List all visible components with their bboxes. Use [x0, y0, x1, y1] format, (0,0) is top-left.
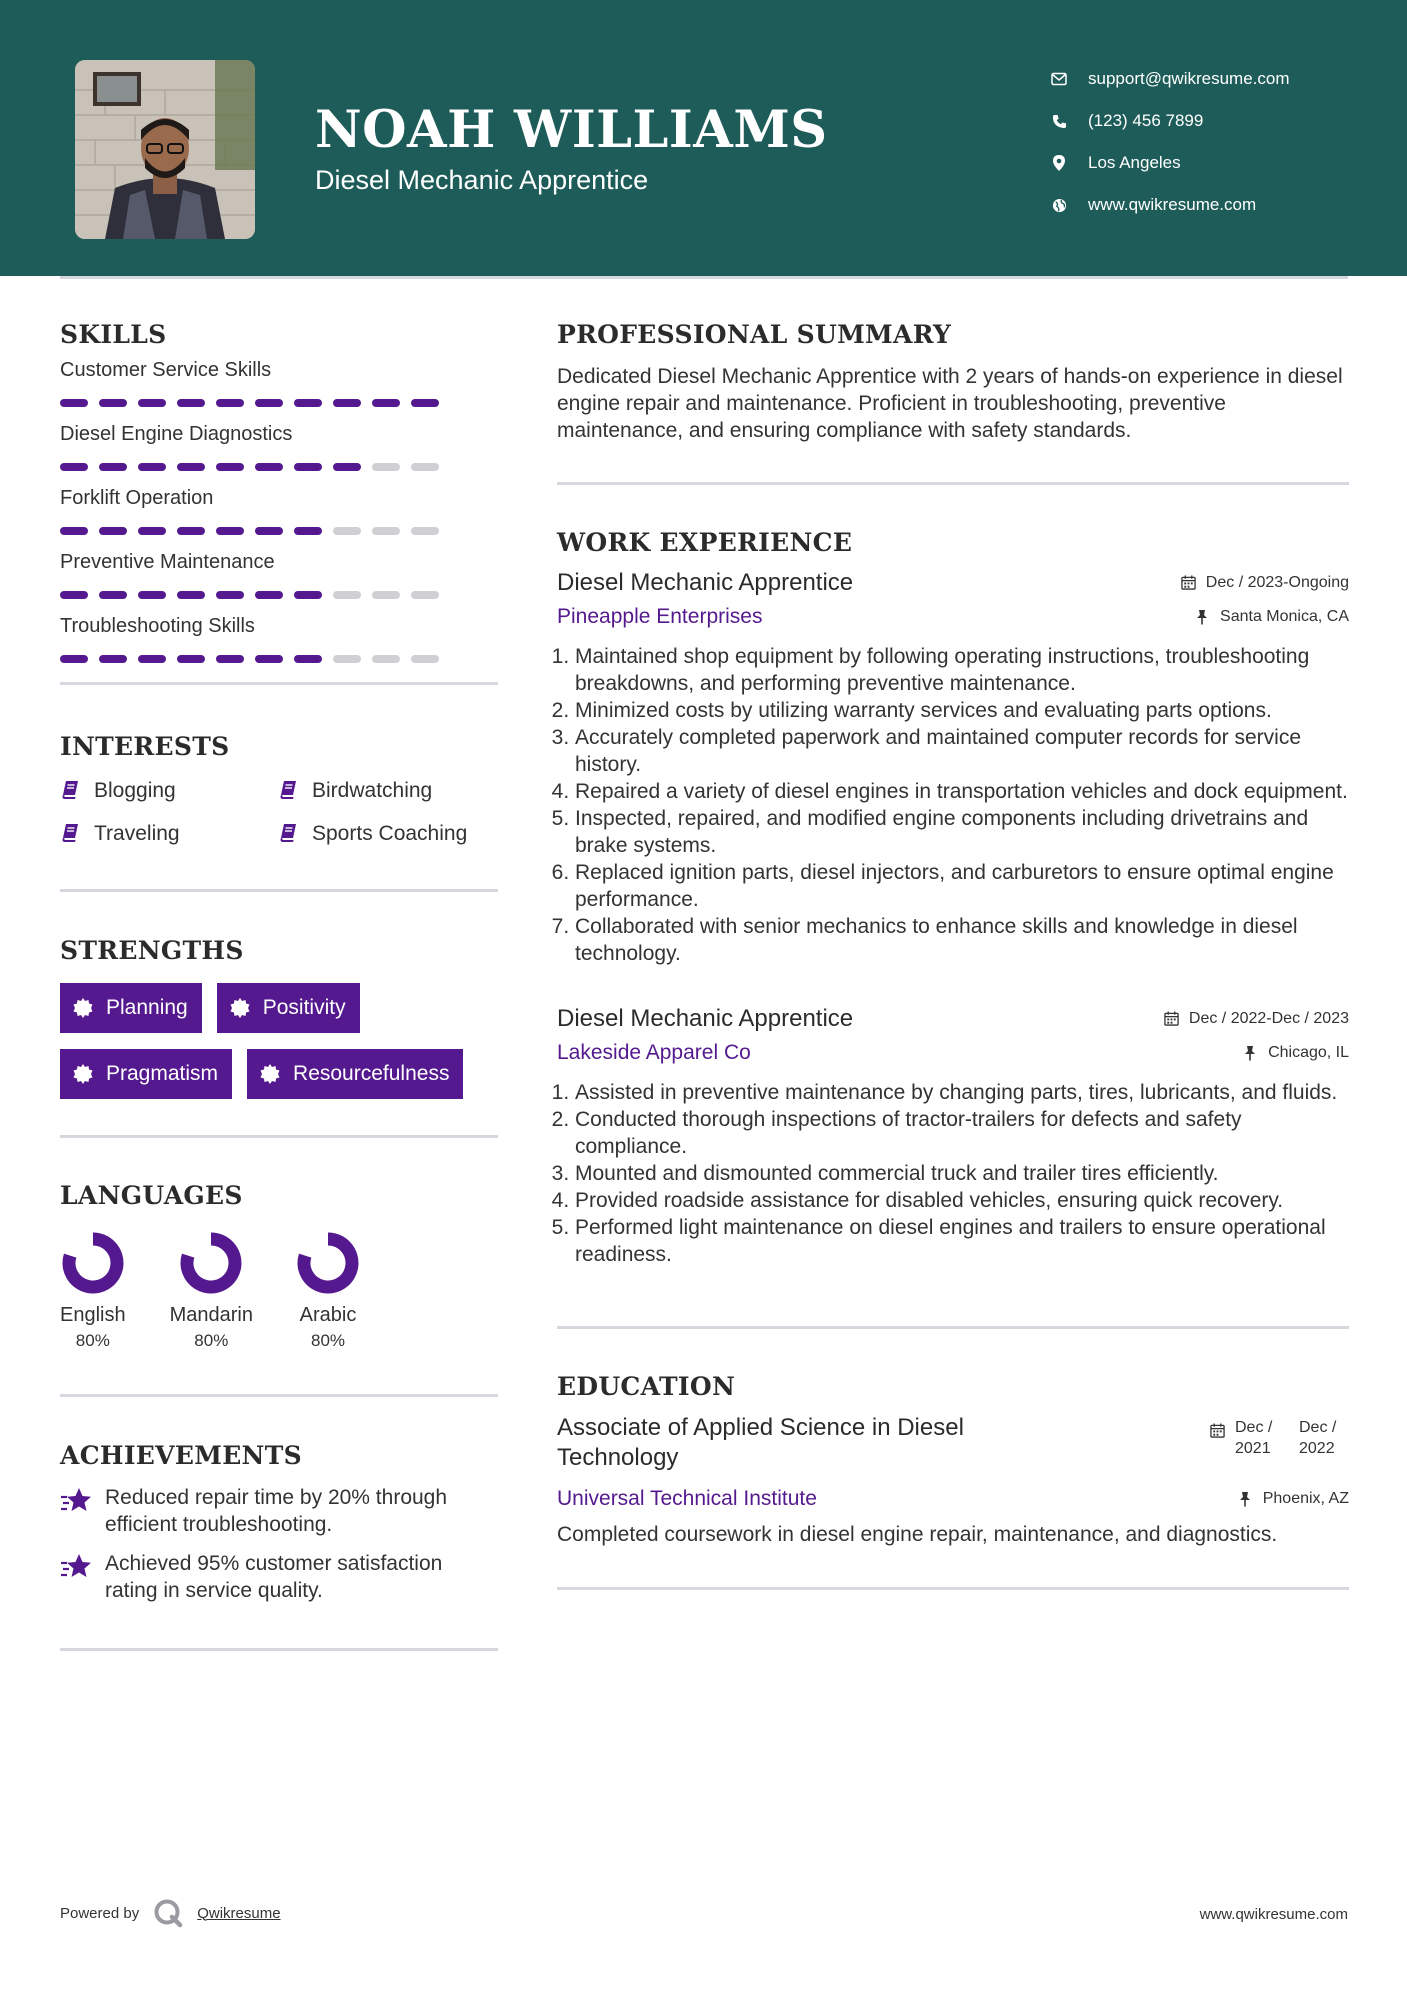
- location-pin-icon: [1050, 154, 1068, 172]
- education-location: [1238, 1490, 1349, 1508]
- skill-item: [60, 359, 498, 407]
- contact-location-text: Los Angeles: [1088, 153, 1181, 172]
- qwikresume-logo-icon: [153, 1898, 183, 1928]
- badge-icon: [259, 1063, 281, 1085]
- achievement-text: Reduced repair time by 20% through efficient troubleshooting.: [105, 1486, 448, 1536]
- rating-dot: [255, 527, 283, 535]
- rating-dot: [60, 399, 88, 407]
- powered-by-text: Powered by: [60, 1904, 140, 1922]
- job-bullet: 2. Conducted thorough inspections of tractor-trailers for defects and safety compliance.: [575, 1106, 1349, 1160]
- language-item: [60, 1232, 126, 1351]
- skill-rating: [60, 591, 498, 599]
- section-divider: [60, 1135, 498, 1138]
- candidate-role: Diesel Mechanic Apprentice: [315, 165, 649, 195]
- interests-list: [60, 779, 498, 846]
- achievements-list: [60, 1484, 498, 1604]
- contact-email[interactable]: [1050, 58, 1290, 100]
- language-item: [170, 1232, 253, 1351]
- rating-dot: [372, 463, 400, 471]
- rating-dot: [177, 655, 205, 663]
- job-entry: [557, 1005, 1349, 1268]
- candidate-name: NOAH WILLIAMS: [315, 100, 828, 160]
- job-bullet: 3. Mounted and dismounted commercial truck and trailer tires efficiently.: [575, 1160, 1349, 1187]
- book-icon: [278, 823, 300, 845]
- left-column: [60, 320, 498, 1651]
- language-item: [297, 1232, 359, 1351]
- rating-dot: [60, 591, 88, 599]
- language-name: Arabic: [299, 1304, 357, 1326]
- experience-section: [557, 528, 1349, 1268]
- achievement-item: [60, 1484, 498, 1538]
- rating-dot: [60, 655, 88, 663]
- right-column: [557, 320, 1349, 1590]
- job-subhead: [557, 1041, 1349, 1065]
- strength-tag: [60, 983, 202, 1033]
- resume-header: [0, 0, 1407, 276]
- skills-list: [60, 359, 498, 663]
- education-description: Completed coursework in diesel engine repair, maintenance, and diagnostics.: [557, 1523, 1278, 1546]
- contact-phone-text: (123) 456 7899: [1088, 111, 1204, 130]
- education-date: [1210, 1417, 1349, 1473]
- rating-dot: [99, 655, 127, 663]
- rating-dot: [372, 527, 400, 535]
- interest-label: Blogging: [94, 779, 176, 802]
- education-head: [557, 1413, 1349, 1473]
- rating-dot: [255, 463, 283, 471]
- rating-dot: [372, 591, 400, 599]
- interest-item: [278, 779, 498, 803]
- education-title: EDUCATION: [557, 1372, 736, 1401]
- job-date-text: Dec / 2022-Dec / 2023: [1188, 1010, 1349, 1027]
- contact-phone[interactable]: [1050, 100, 1290, 142]
- school-name: Universal Technical Institute: [557, 1487, 817, 1510]
- rating-dot: [294, 527, 322, 535]
- company-name: Lakeside Apparel Co: [557, 1041, 751, 1064]
- rating-dot: [255, 655, 283, 663]
- job-head: [557, 1005, 1349, 1033]
- rating-dot: [216, 463, 244, 471]
- job-bullet: 2. Minimized costs by utilizing warranty services and evaluating parts options.: [575, 697, 1349, 724]
- profile-photo: [75, 60, 255, 239]
- badge-icon: [229, 997, 251, 1019]
- job-bullet: 5. Inspected, repaired, and modified engine components including drivetrains and brake systems.: [575, 805, 1349, 859]
- strength-tag: [60, 1049, 232, 1099]
- header-divider: [60, 276, 1348, 279]
- rating-dot: [60, 527, 88, 535]
- pushpin-icon: [1243, 1045, 1259, 1061]
- languages-list: [60, 1232, 498, 1351]
- rating-dot: [333, 463, 361, 471]
- rating-dot: [138, 591, 166, 599]
- rating-dot: [333, 655, 361, 663]
- rating-dot: [216, 591, 244, 599]
- achievements-title: ACHIEVEMENTS: [60, 1441, 302, 1470]
- badge-icon: [72, 1063, 94, 1085]
- summary-text: Dedicated Diesel Mechanic Apprentice with 2 years of hands-on experience in diesel engine repair and maintenance. Proficient in troubleshooting, preventive maintenance, and ensuring compliance with safety standards.: [557, 365, 1343, 442]
- strengths-section: [60, 936, 498, 1115]
- job-bullets: [557, 1079, 1349, 1268]
- language-level-ring: [180, 1232, 242, 1294]
- rating-dot: [99, 527, 127, 535]
- rating-dot: [333, 527, 361, 535]
- skill-item: [60, 487, 498, 535]
- job-bullet: 6. Replaced ignition parts, diesel injectors, and carburetors to ensure optimal engine performance.: [575, 859, 1349, 913]
- star-icon: [60, 1552, 92, 1582]
- job-bullet: 7. Collaborated with senior mechanics to enhance skills and knowledge in diesel technology.: [575, 913, 1349, 967]
- interest-item: [60, 779, 278, 803]
- footer-url[interactable]: www.qwikresume.com: [1199, 1906, 1348, 1923]
- interest-label: Birdwatching: [312, 779, 433, 802]
- job-subhead: [557, 605, 1349, 629]
- strength-label: Planning: [106, 996, 188, 1019]
- section-divider: [557, 1326, 1349, 1329]
- interests-section: [60, 732, 498, 846]
- language-percent: 80%: [310, 1331, 346, 1350]
- rating-dot: [255, 591, 283, 599]
- interest-item: [278, 822, 498, 846]
- strength-label: Positivity: [262, 996, 346, 1019]
- job-title: Diesel Mechanic Apprentice: [557, 569, 854, 596]
- achievements-section: [60, 1441, 498, 1604]
- skill-name: Troubleshooting Skills: [60, 615, 255, 637]
- job-location-text: Santa Monica, CA: [1220, 608, 1349, 625]
- rating-dot: [411, 463, 439, 471]
- rating-dot: [294, 591, 322, 599]
- summary-section: [557, 320, 1349, 444]
- qwikresume-link[interactable]: Qwikresume: [197, 1904, 281, 1922]
- degree-title: Associate of Applied Science in Diesel Technology: [557, 1414, 964, 1471]
- rating-dot: [333, 591, 361, 599]
- achievement-text: Achieved 95% customer satisfaction rating in service quality.: [105, 1552, 443, 1602]
- job-bullet: 4. Provided roadside assistance for disabled vehicles, ensuring quick recovery.: [575, 1187, 1349, 1214]
- rating-dot: [411, 655, 439, 663]
- rating-dot: [372, 655, 400, 663]
- rating-dot: [177, 399, 205, 407]
- skill-name: Customer Service Skills: [60, 359, 272, 381]
- company-name: Pineapple Enterprises: [557, 605, 763, 628]
- rating-dot: [372, 399, 400, 407]
- rating-dot: [294, 463, 322, 471]
- interests-title: INTERESTS: [60, 732, 230, 761]
- skill-item: [60, 423, 498, 471]
- skill-name: Forklift Operation: [60, 487, 214, 509]
- job-entry: [557, 569, 1349, 967]
- contact-location: [1050, 142, 1290, 184]
- pushpin-icon: [1195, 609, 1211, 625]
- book-icon: [278, 780, 300, 802]
- pushpin-icon: [1238, 1491, 1254, 1507]
- education-date-end: Dec / 2022: [1299, 1419, 1337, 1457]
- section-divider: [60, 889, 498, 892]
- strength-label: Resourcefulness: [293, 1062, 450, 1085]
- job-bullet: 3. Accurately completed paperwork and maintained computer records for service history.: [575, 724, 1349, 778]
- rating-dot: [294, 655, 322, 663]
- calendar-icon: [1164, 1011, 1180, 1027]
- section-divider: [557, 482, 1349, 485]
- job-bullet: 5. Performed light maintenance on diesel engines and trailers to ensure operational readiness.: [575, 1214, 1349, 1268]
- rating-dot: [99, 399, 127, 407]
- jobs-list: [557, 569, 1349, 1268]
- languages-section: [60, 1181, 498, 1351]
- rating-dot: [255, 399, 283, 407]
- skills-section: [60, 320, 498, 663]
- job-head: [557, 569, 1349, 597]
- language-percent: 80%: [75, 1331, 110, 1350]
- rating-dot: [294, 399, 322, 407]
- section-divider: [557, 1587, 1349, 1590]
- language-level-ring: [62, 1232, 124, 1294]
- contact-website[interactable]: [1050, 184, 1290, 226]
- calendar-icon: [1181, 575, 1197, 591]
- rating-dot: [138, 463, 166, 471]
- job-date: [1164, 1010, 1349, 1028]
- rating-dot: [333, 399, 361, 407]
- phone-icon: [1050, 112, 1068, 130]
- skill-rating: [60, 527, 498, 535]
- interest-label: Sports Coaching: [312, 822, 468, 845]
- experience-title: WORK EXPERIENCE: [557, 528, 853, 557]
- job-location: [1243, 1044, 1349, 1062]
- globe-icon: [1050, 196, 1068, 214]
- contact-list: [1050, 58, 1290, 226]
- badge-icon: [72, 997, 94, 1019]
- education-location-text: Phoenix, AZ: [1262, 1490, 1349, 1507]
- skill-item: [60, 615, 498, 663]
- rating-dot: [138, 655, 166, 663]
- job-bullets: [557, 643, 1349, 967]
- skill-item: [60, 551, 498, 599]
- skill-rating: [60, 463, 498, 471]
- section-divider: [60, 1648, 498, 1651]
- strengths-list: [60, 983, 498, 1115]
- summary-title: PROFESSIONAL SUMMARY: [557, 320, 952, 349]
- book-icon: [60, 823, 82, 845]
- skill-name: Diesel Engine Diagnostics: [60, 423, 293, 445]
- contact-website-text: www.qwikresume.com: [1088, 195, 1257, 214]
- rating-dot: [138, 527, 166, 535]
- strength-tag: [217, 983, 360, 1033]
- education-subhead: [557, 1487, 1349, 1511]
- skill-rating: [60, 399, 498, 407]
- calendar-icon: [1210, 1423, 1226, 1439]
- language-percent: 80%: [194, 1331, 229, 1350]
- rating-dot: [177, 591, 205, 599]
- language-name: English: [60, 1304, 126, 1326]
- contact-email-text: support@qwikresume.com: [1088, 69, 1290, 88]
- job-bullet: 4. Repaired a variety of diesel engines in transportation vehicles and dock equipment.: [575, 778, 1349, 805]
- rating-dot: [411, 591, 439, 599]
- rating-dot: [411, 527, 439, 535]
- star-icon: [60, 1486, 92, 1516]
- skills-title: SKILLS: [60, 320, 167, 349]
- book-icon: [60, 780, 82, 802]
- job-location-text: Chicago, IL: [1268, 1044, 1349, 1061]
- strength-label: Pragmatism: [106, 1062, 219, 1085]
- section-divider: [60, 1394, 498, 1397]
- education-date-start: Dec / 2021: [1235, 1419, 1273, 1457]
- strength-tag: [247, 1049, 463, 1099]
- education-section: [557, 1372, 1349, 1548]
- rating-dot: [411, 399, 439, 407]
- rating-dot: [99, 591, 127, 599]
- section-divider: [60, 682, 498, 685]
- rating-dot: [216, 527, 244, 535]
- rating-dot: [138, 399, 166, 407]
- skill-rating: [60, 655, 498, 663]
- job-location: [1195, 608, 1349, 626]
- achievement-item: [60, 1550, 498, 1604]
- job-bullet: 1. Assisted in preventive maintenance by changing parts, tires, lubricants, and fluids.: [575, 1079, 1349, 1106]
- rating-dot: [216, 399, 244, 407]
- language-level-ring: [297, 1232, 359, 1294]
- interest-label: Traveling: [94, 822, 180, 845]
- job-bullet: 1. Maintained shop equipment by following operating instructions, troubleshooting breakdowns, and performing preventive maintenance.: [575, 643, 1349, 697]
- envelope-icon: [1050, 70, 1068, 88]
- languages-title: LANGUAGES: [60, 1181, 243, 1210]
- job-date: [1181, 574, 1349, 592]
- skill-name: Preventive Maintenance: [60, 551, 275, 573]
- rating-dot: [216, 655, 244, 663]
- language-name: Mandarin: [169, 1304, 253, 1326]
- rating-dot: [99, 463, 127, 471]
- interest-item: [60, 822, 278, 846]
- job-title: Diesel Mechanic Apprentice: [557, 1005, 854, 1032]
- rating-dot: [177, 463, 205, 471]
- footer-branding: [60, 1898, 281, 1928]
- rating-dot: [60, 463, 88, 471]
- strengths-title: STRENGTHS: [60, 936, 244, 965]
- rating-dot: [177, 527, 205, 535]
- job-date-text: Dec / 2023-Ongoing: [1205, 574, 1349, 591]
